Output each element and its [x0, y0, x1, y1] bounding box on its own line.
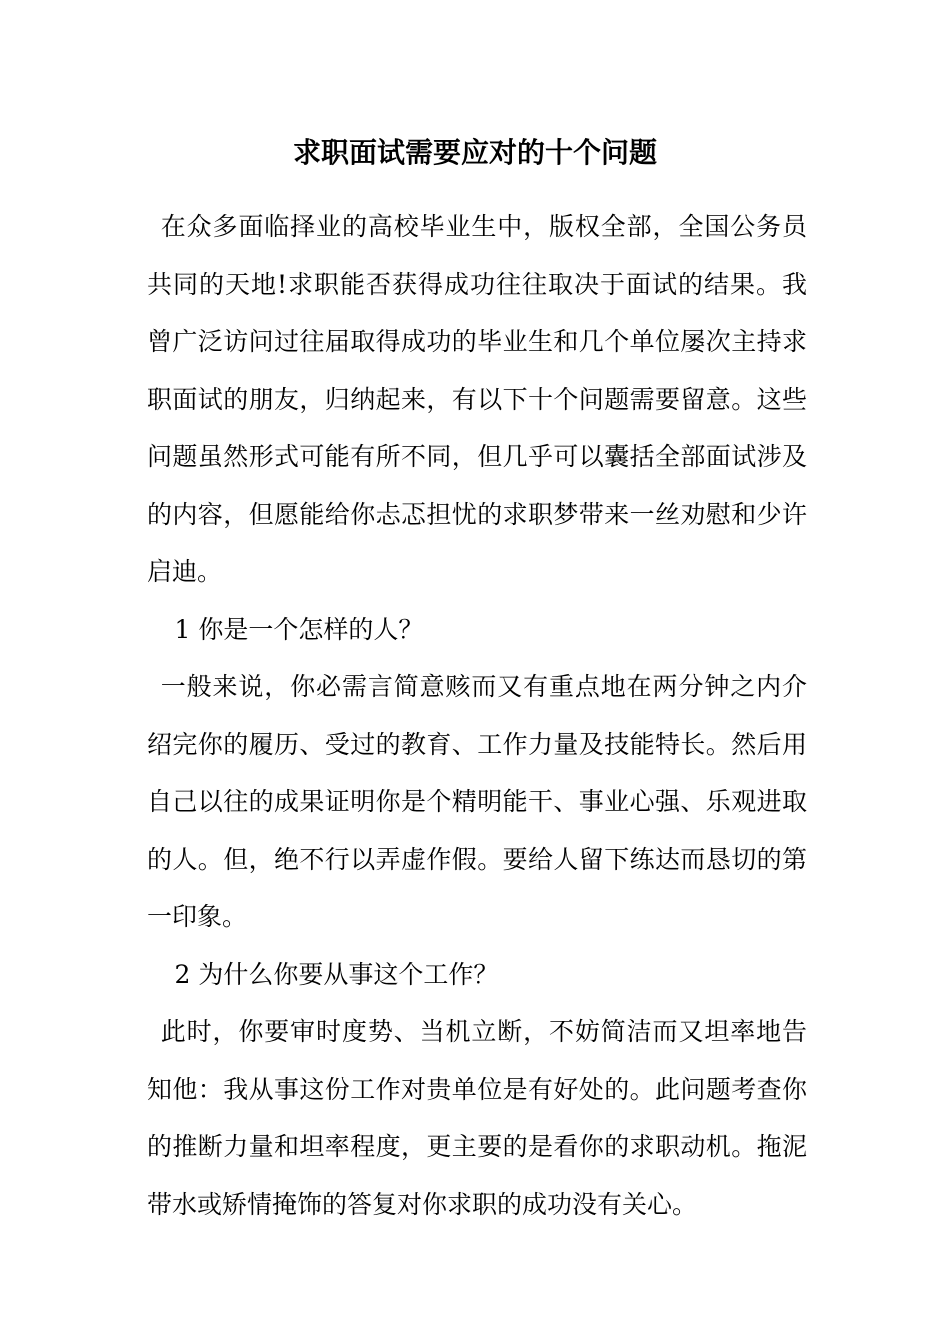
question-2-heading: 2 为什么你要从事这个工作？ [174, 959, 499, 989]
intro-paragraph: 在众多面临择业的高校毕业生中，版权全部，全国公务员共同的天地!求职能否获得成功往往取决于面试的结果。我曾广泛访问过往届取得成功的毕业生和几个单位屡次主持求职面试的朋友，归纳起来，有以下十个问题需要留意。这些问题虽然形式可能有所不同，但几乎可以囊括全部面试涉及的内容，但愿能给你忐忑担忧的求职梦带来一丝劝慰和少许启迪。 [147, 212, 807, 586]
document-title: 求职面试需要应对的十个问题 [292, 136, 657, 169]
answer-2-paragraph: 此时，你要审时度势、当机立断，不妨简洁而又坦率地告知他：我从事这份工作对贵单位是有好处的。此问题考查你的推断力量和坦率程度，更主要的是看你的求职动机。拖泥带水或矫情掩饰的答复对你求职的成功没有关心。 [147, 1017, 807, 1219]
answer-1-paragraph: 一般来说，你必需言简意赅而又有重点地在两分钟之内介绍完你的履历、受过的教育、工作力量及技能特长。然后用自己以往的成果证明你是个精明能干、事业心强、乐观进取的人。但，绝不行以弄虚作假。要给人留下练达而恳切的第一印象。 [147, 672, 807, 931]
question-1-heading: 1 你是一个怎样的人？ [174, 614, 424, 644]
document-body [147, 198, 807, 1233]
